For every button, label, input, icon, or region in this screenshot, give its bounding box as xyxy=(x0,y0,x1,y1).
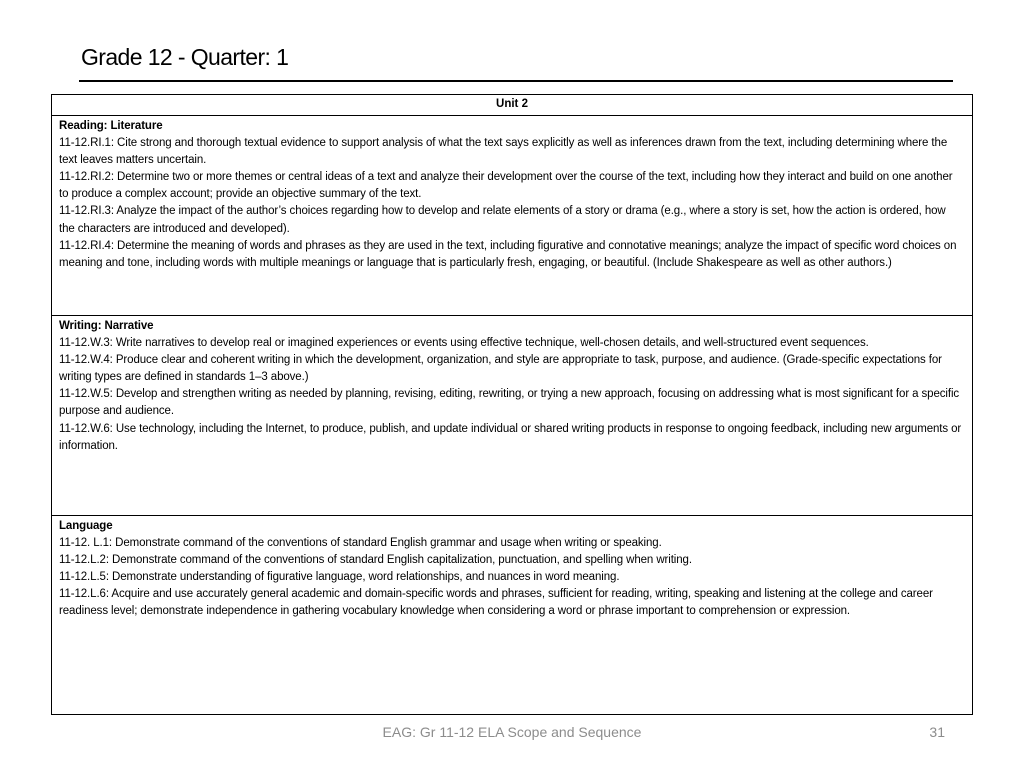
standard-w-4: 11-12.W.4: Produce clear and coherent writing in which the development, organization, and style are appropriate to task, purpose, and audience. (Grade-specific expectations for writing types are defined in standards 1–3 above.) xyxy=(59,354,942,384)
footer-text: EAG: Gr 11-12 ELA Scope and Sequence xyxy=(382,724,642,740)
section-heading-language: Language xyxy=(59,520,113,532)
unit-table xyxy=(51,94,973,715)
unit-header: Unit 2 xyxy=(52,95,972,116)
standard-ri-2: 11-12.RI.2: Determine two or more themes or central ideas of a text and analyze their development over the course of the text, including how they interact and build on one another to produce a complex account; provide an objective summary of the text. xyxy=(59,171,953,201)
standard-ri-3: 11-12.RI.3: Analyze the impact of the author’s choices regarding how to develop and relate elements of a story or drama (e.g., where a story is set, how the action is ordered, how the characters are introduced and developed). xyxy=(59,205,946,235)
standard-w-6: 11-12.W.6: Use technology, including the Internet, to produce, publish, and update individual or shared writing products in response to ongoing feedback, including new arguments or information. xyxy=(59,422,962,452)
section-heading-reading: Reading: Literature xyxy=(59,120,163,132)
page-title: Grade 12 - Quarter: 1 xyxy=(81,44,289,70)
reading-literature-section xyxy=(52,116,972,316)
language-section xyxy=(52,516,972,714)
standard-ri-1: 11-12.RI.1: Cite strong and thorough textual evidence to support analysis of what the text says explicitly as well as inferences drawn from the text, including determining where the text leaves matters uncertain. xyxy=(59,137,948,167)
writing-narrative-section xyxy=(52,316,972,516)
page-number: 31 xyxy=(929,724,945,740)
standard-w-5: 11-12.W.5: Develop and strengthen writing as needed by planning, revising, editing, rewriting, or trying a new approach, focusing on addressing what is most significant for a specific purpose and audience. xyxy=(59,388,960,418)
standard-l-2: 11-12.L.2: Demonstrate command of the conventions of standard English capitalization, punctuation, and spelling when writing. xyxy=(59,554,692,567)
standard-l-1: 11-12. L.1: Demonstrate command of the conventions of standard English grammar and usage when writing or speaking. xyxy=(59,537,662,550)
title-underline xyxy=(79,80,953,82)
standard-ri-4: 11-12.RI.4: Determine the meaning of words and phrases as they are used in the text, including figurative and connotative meanings; analyze the impact of specific word choices on meaning and tone, including words with multiple meanings or language that is particularly fresh, engaging, or beautiful. (Include Shakespeare as well as other authors.) xyxy=(59,239,957,269)
standard-l-6: 11-12.L.6: Acquire and use accurately general academic and domain-specific words and phrases, sufficient for reading, writing, speaking and listening at the college and career readiness level; demonstrate independence in gathering vocabulary knowledge when considering a word or phrase important to comprehension or expression. xyxy=(59,588,933,618)
standard-l-5: 11-12.L.5: Demonstrate understanding of figurative language, word relationships, and nuances in word meaning. xyxy=(59,571,620,584)
section-heading-writing: Writing: Narrative xyxy=(59,320,154,332)
standard-w-3: 11-12.W.3: Write narratives to develop real or imagined experiences or events using effective technique, well-chosen details, and well-structured event sequences. xyxy=(59,337,869,350)
